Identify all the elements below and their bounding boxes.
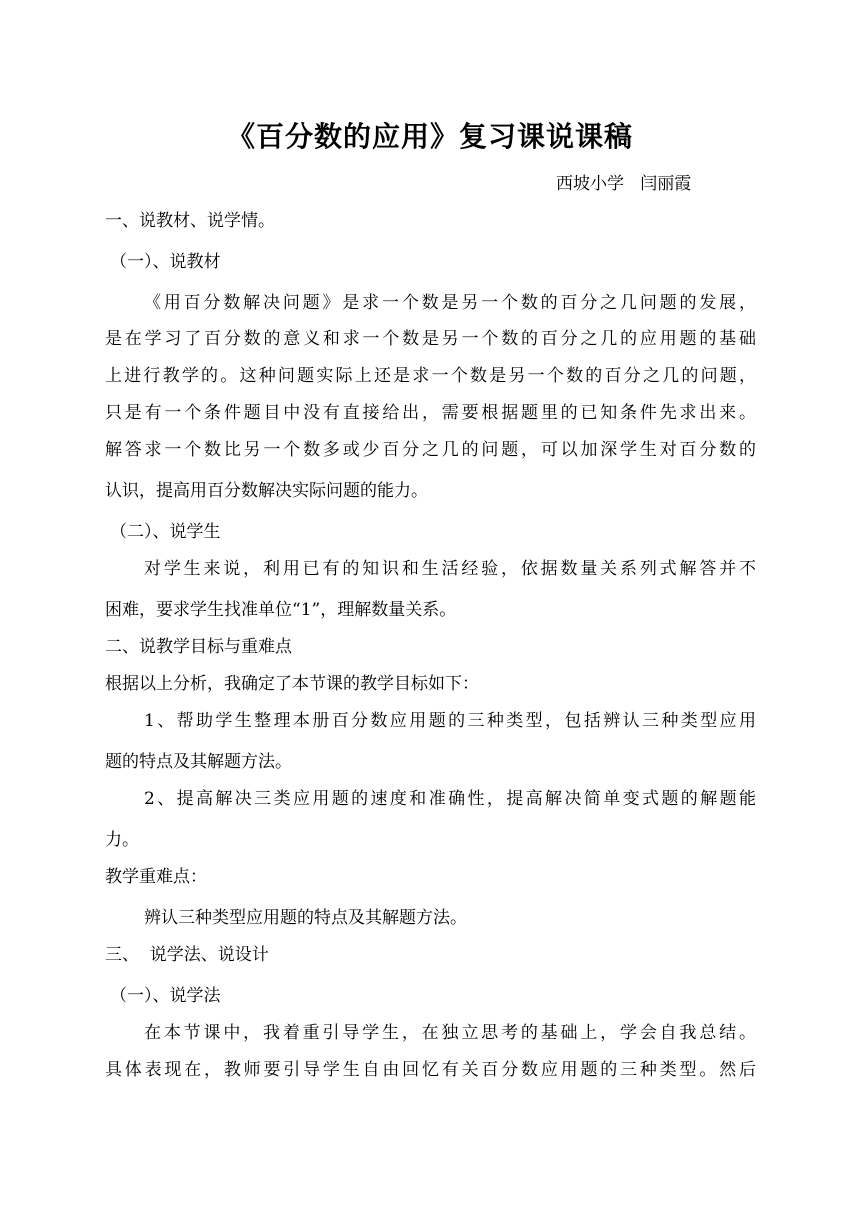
paragraph-line: 《用百分数解决问题》是求一个数是另一个数的百分之几问题的发展， — [144, 293, 756, 313]
goal-line: 2、提高解决三类应用题的速度和准确性，提高解决简单变式题的解题能 — [144, 789, 756, 809]
paragraph-line: 在本节课中，我着重引导学生，在独立思考的基础上，学会自我总结。 — [144, 1023, 756, 1043]
paragraph-line: 解答求一个数比另一个数多或少百分之几的问题，可以加深学生对百分数的 — [105, 440, 756, 460]
paragraph-line: 具体表现在，教师要引导学生自由回忆有关百分数应用题的三种类型。然后 — [105, 1060, 756, 1080]
subsection-heading-students: （二）、说学生 — [110, 522, 221, 542]
paragraph-line: 根据以上分析，我确定了本节课的教学目标如下： — [105, 674, 479, 694]
author-line: 西坡小学 闫丽霞 — [556, 174, 692, 194]
paragraph-line: 困难，要求学生找准单位“1”，理解数量关系。 — [105, 600, 457, 620]
goal-line: 题的特点及其解题方法。 — [105, 752, 292, 772]
section-heading-2: 二、说教学目标与重难点 — [105, 637, 292, 657]
paragraph-line: 只是有一个条件题目中没有直接给出，需要根据题里的已知条件先求出来。 — [105, 403, 756, 423]
section-heading-1: 一、说教材、说学情。 — [105, 211, 275, 231]
goal-line: 力。 — [105, 830, 139, 850]
subsection-heading-learning-method: （一）、说学法 — [110, 986, 221, 1006]
document-title: 《百分数的应用》复习课说课稿 — [226, 120, 633, 153]
paragraph-line: 是在学习了百分数的意义和求一个数是另一个数的百分之几的应用题的基础 — [105, 329, 756, 349]
subsection-heading-textbook: （一）、说教材 — [110, 252, 221, 272]
goal-line: 1、帮助学生整理本册百分数应用题的三种类型，包括辨认三种类型应用 — [144, 711, 756, 731]
paragraph-line: 对学生来说，利用已有的知识和生活经验，依据数量关系列式解答并不 — [144, 559, 756, 579]
paragraph-line: 辨认三种类型应用题的特点及其解题方法。 — [144, 908, 467, 928]
paragraph-line: 上进行教学的。这种问题实际上还是求一个数是另一个数的百分之几的问题， — [105, 366, 756, 386]
section-heading-3: 三、 说学法、说设计 — [105, 945, 269, 965]
paragraph-line: 认识，提高用百分数解决实际问题的能力。 — [105, 481, 428, 501]
key-points-heading: 教学重难点： — [105, 867, 207, 887]
